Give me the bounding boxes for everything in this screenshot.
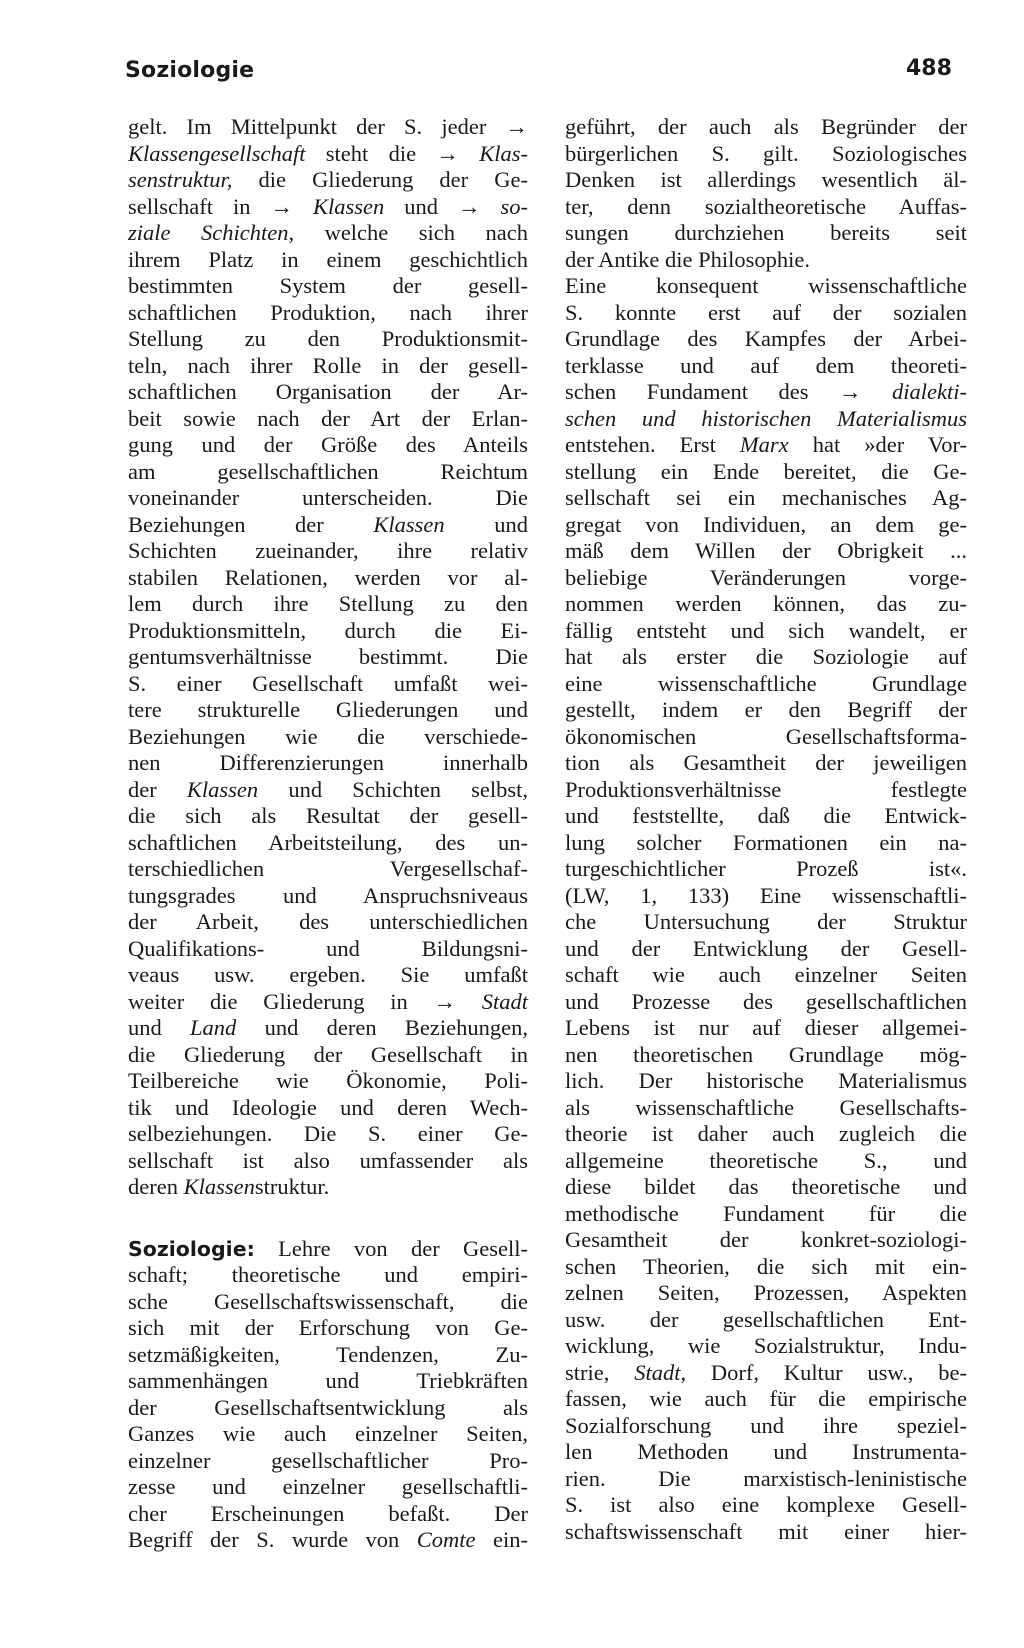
text-line: Schichten zueinander, ihre relativ xyxy=(128,538,528,563)
text-line: veaus usw. ergeben. Sie umfaßt xyxy=(128,962,528,987)
text-line: strie, Stadt, Dorf, Kultur usw., be- xyxy=(565,1359,967,1385)
text-line: schaft; theoretische und empiri- xyxy=(128,1262,528,1287)
text-line: sche Gesellschaftswissenschaft, die xyxy=(128,1288,528,1314)
text-line: bestimmten System der gesell- xyxy=(128,273,528,298)
text-line: Gesamtheit der konkret-soziologi- xyxy=(565,1227,967,1252)
running-head-term: Soziologie xyxy=(125,58,255,83)
text-line: beit sowie nach der Art der Erlan- xyxy=(128,405,528,431)
text-line: tungsgrades und Anspruchsniveaus xyxy=(128,882,528,908)
entry-text: Lehre von der Gesell- xyxy=(254,1235,528,1261)
text-line: sich mit der Erforschung von Ge- xyxy=(128,1315,528,1340)
text-line: Teilbereiche wie Ökonomie, Poli- xyxy=(128,1068,528,1093)
text-line: gentumsverhältnisse bestimmt. Die xyxy=(128,644,528,669)
text-line: S. einer Gesellschaft umfaßt wei- xyxy=(128,670,528,696)
text-line: der Gesellschaftsentwicklung als xyxy=(128,1394,528,1420)
text-line: rien. Die marxistisch-leninistische xyxy=(565,1465,967,1491)
text-line: S. konnte erst auf der sozialen xyxy=(565,299,967,325)
text-line: einzelner gesellschaftlicher Pro- xyxy=(128,1447,528,1473)
text-line: und Prozesse des gesellschaftlichen xyxy=(565,988,967,1014)
text-line: cher Erscheinungen befaßt. Der xyxy=(128,1500,528,1526)
text-line: Begriff der S. wurde von Comte ein- xyxy=(128,1527,529,1552)
text-line: sellschaft in → Klassen und → so- xyxy=(128,193,528,219)
text-line: und der Entwicklung der Gesell- xyxy=(565,935,967,961)
text-line: Ganzes wie auch einzelner Seiten, xyxy=(128,1421,528,1446)
text-line: und Land und deren Beziehungen, xyxy=(128,1015,528,1040)
text-line: usw. der gesellschaftlichen Ent- xyxy=(565,1306,967,1332)
text-line: nommen werden können, das zu- xyxy=(565,591,967,616)
text-line: schaft wie auch einzelner Seiten xyxy=(565,962,967,987)
entry-continuation-paragraph xyxy=(565,114,967,1545)
text-line: ihrem Platz in einem geschichtlich xyxy=(128,246,528,272)
text-line: gelt. Im Mittelpunkt der S. jeder → xyxy=(128,114,528,139)
text-line: der Arbeit, des unterschiedlichen xyxy=(128,909,528,934)
text-line: Beziehungen wie die verschiede- xyxy=(128,723,528,749)
text-line: Qualifikations- und Bildungsni- xyxy=(128,935,528,961)
text-line: gregat von Individuen, an dem ge- xyxy=(565,511,967,537)
text-line: als wissenschaftliche Gesellschafts- xyxy=(565,1094,967,1120)
entry-term: Soziologie: xyxy=(128,1236,255,1261)
text-line: Produktionsmitteln, durch die Ei- xyxy=(128,617,528,643)
text-line: am gesellschaftlichen Reichtum xyxy=(128,458,528,484)
text-line: gung und der Größe des Anteils xyxy=(128,432,528,457)
text-line: zelnen Seiten, Prozessen, Aspekten xyxy=(565,1280,967,1305)
text-line: mäß dem Willen der Obrigkeit ... xyxy=(565,538,967,563)
text-line: che Untersuchung der Struktur xyxy=(565,909,967,934)
text-line: schaftlichen Produktion, nach ihrer xyxy=(128,299,528,325)
continuation-paragraph xyxy=(128,114,528,1201)
text-line: tion als Gesamtheit der jeweiligen xyxy=(565,750,967,775)
text-line: Grundlage des Kampfes der Arbei- xyxy=(565,326,967,351)
text-line: lung solcher Formationen ein na- xyxy=(565,829,967,855)
left-column xyxy=(128,114,528,1554)
text-line: beliebige Veränderungen vorge- xyxy=(565,564,967,590)
text-line: Denken ist allerdings wesentlich äl- xyxy=(565,167,967,192)
text-line: stellung ein Ende bereitet, die Ge- xyxy=(565,458,967,484)
text-line: schaftlichen Arbeitsteilung, des un- xyxy=(128,829,528,855)
text-line: Stellung zu den Produktionsmit- xyxy=(128,326,528,351)
text-line: sellschaft ist also umfassender als xyxy=(128,1147,528,1173)
text-line: deren Klassenstruktur. xyxy=(128,1174,330,1199)
text-line: eine wissenschaftliche Grundlage xyxy=(565,670,967,696)
text-line: turgeschichtlicher Prozeß ist«. xyxy=(565,856,967,881)
text-line: (LW, 1, 133) Eine wissenschaftli- xyxy=(565,882,967,908)
text-line: geführt, der auch als Begründer der xyxy=(565,114,967,139)
text-line: allgemeine theoretische S., und xyxy=(565,1147,967,1173)
text-line: ter, denn sozialtheoretische Auffas- xyxy=(565,193,967,219)
text-line: gestellt, indem er den Begriff der xyxy=(565,697,967,722)
text-line: nen Differenzierungen innerhalb xyxy=(128,750,528,775)
page-number: 488 xyxy=(906,56,952,81)
entry-paragraph xyxy=(128,1236,528,1554)
text-line: diese bildet das theoretische und xyxy=(565,1174,967,1199)
text-line: Lebens ist nur auf dieser allgemei- xyxy=(565,1015,967,1040)
text-line: methodische Fundament für die xyxy=(565,1200,967,1226)
text-line: schen Theorien, die sich mit ein- xyxy=(565,1253,967,1279)
text-line: lem durch ihre Stellung zu den xyxy=(128,591,528,616)
text-line: ökonomischen Gesellschaftsforma- xyxy=(565,723,967,749)
text-line: S. ist also eine komplexe Gesell- xyxy=(565,1492,967,1517)
text-line: teln, nach ihrer Rolle in der gesell- xyxy=(128,352,528,378)
text-line: lich. Der historische Materialismus xyxy=(565,1068,967,1093)
text-line: und feststellte, daß die Entwick- xyxy=(565,803,967,828)
text-line: tik und Ideologie und deren Wech- xyxy=(128,1094,528,1120)
text-line: selbeziehungen. Die S. einer Ge- xyxy=(128,1121,528,1146)
text-line: stabilen Relationen, werden vor al- xyxy=(128,564,528,590)
paragraph-gap xyxy=(128,1201,528,1236)
text-line: Beziehungen der Klassen und xyxy=(128,511,529,537)
text-line: der Antike die Philosophie. xyxy=(565,246,810,272)
text-line xyxy=(128,1236,528,1263)
text-line: sungen durchziehen bereits seit xyxy=(565,220,967,245)
text-line: senstruktur, die Gliederung der Ge- xyxy=(128,167,528,192)
text-line: theorie ist daher auch zugleich die xyxy=(565,1121,967,1146)
text-line: fällig entsteht und sich wandelt, er xyxy=(565,617,967,643)
text-line: schen und historischen Materialismus xyxy=(565,405,967,431)
text-line: entstehen. Erst Marx hat »der Vor- xyxy=(565,432,967,457)
text-line: sammenhängen und Triebkräften xyxy=(128,1368,528,1393)
text-line: setzmäßigkeiten, Tendenzen, Zu- xyxy=(128,1341,528,1367)
text-line: Produktionsverhältnisse festlegte xyxy=(565,776,967,802)
text-line: Sozialforschung und ihre speziel- xyxy=(565,1412,967,1438)
text-line: Klassengesellschaft steht die → Klas- xyxy=(128,140,528,166)
text-line: bürgerlichen S. gilt. Soziologisches xyxy=(565,140,967,166)
text-line: voneinander unterscheiden. Die xyxy=(128,485,528,510)
text-line: fassen, wie auch für die empirische xyxy=(565,1386,967,1411)
text-line: weiter die Gliederung in → Stadt xyxy=(128,988,528,1014)
text-line: der Klassen und Schichten selbst, xyxy=(128,776,528,802)
text-line: tere strukturelle Gliederungen und xyxy=(128,697,528,722)
text-line: nen theoretischen Grundlage mög- xyxy=(565,1041,967,1067)
text-line: terschiedlichen Vergesellschaf- xyxy=(128,856,528,881)
text-line: terklasse und auf dem theoreti- xyxy=(565,352,967,378)
text-line: schaftswissenschaft mit einer hier- xyxy=(565,1518,967,1544)
text-line: ziale Schichten, welche sich nach xyxy=(128,220,528,245)
text-line: Eine konsequent wissenschaftliche xyxy=(565,273,967,298)
text-line: zesse und einzelner gesellschaftli- xyxy=(128,1474,528,1499)
right-column xyxy=(565,114,967,1545)
text-line: wicklung, wie Sozialstruktur, Indu- xyxy=(565,1333,967,1358)
text-line: len Methoden und Instrumenta- xyxy=(565,1439,967,1464)
text-line: die Gliederung der Gesellschaft in xyxy=(128,1041,528,1067)
text-line: schen Fundament des → dialekti- xyxy=(565,379,967,404)
text-line: schaftlichen Organisation der Ar- xyxy=(128,379,528,404)
text-line: die sich als Resultat der gesell- xyxy=(128,803,528,828)
text-line: sellschaft sei ein mechanisches Ag- xyxy=(565,485,967,510)
text-line: hat als erster die Soziologie auf xyxy=(565,644,967,669)
